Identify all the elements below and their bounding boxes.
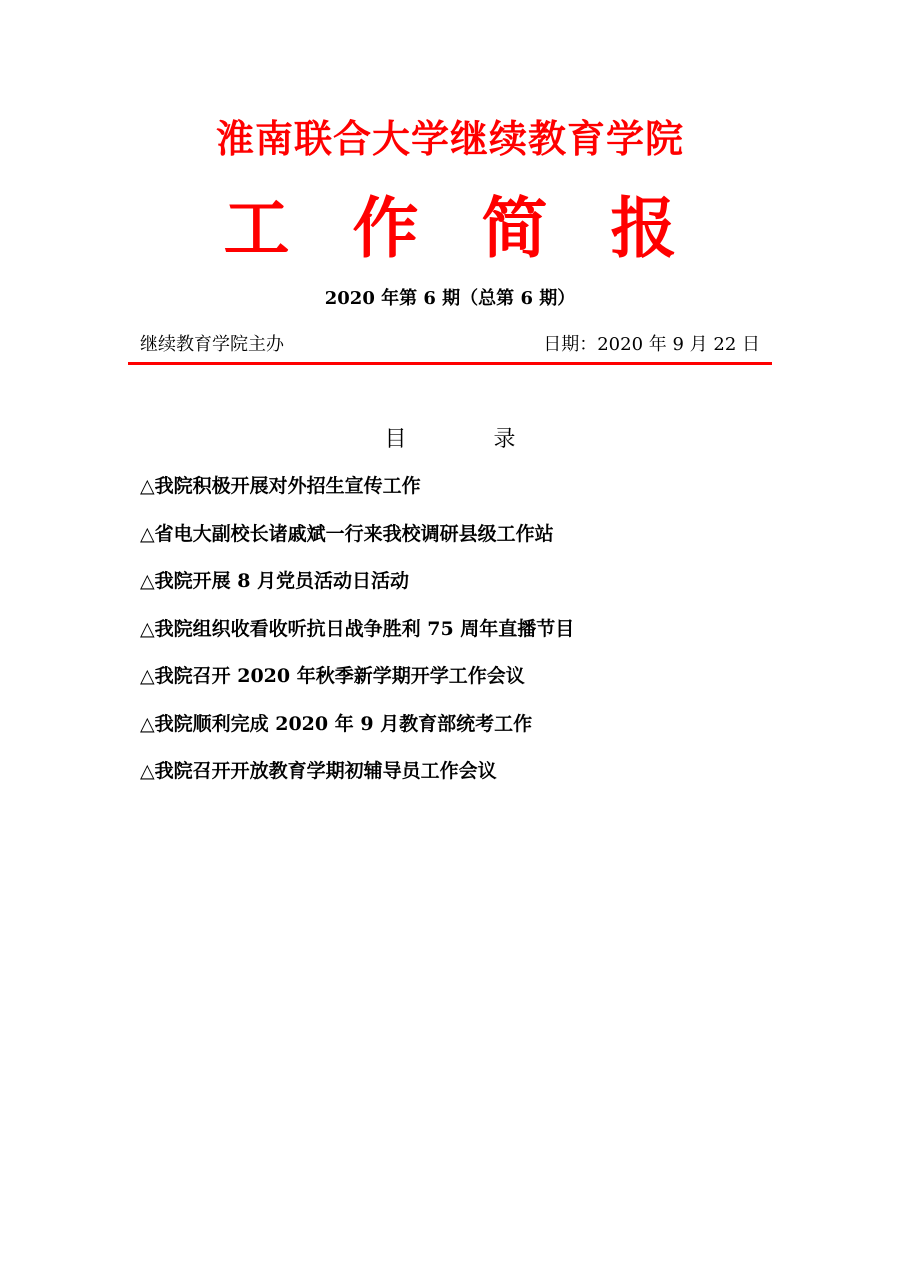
toc-heading: 目 录: [384, 427, 556, 452]
toc-item: △省电大副校长诸戚斌一行来我校调研县级工作站: [140, 522, 554, 545]
toc-item: △我院开展 8 月党员活动日活动: [140, 570, 410, 592]
issue-number: 2020 年第 6 期（总第 6 期）: [324, 288, 576, 309]
organization-title: 淮南联合大学继续教育学院: [215, 117, 684, 161]
toc-item: △我院召开 2020 年秋季新学期开学工作会议: [140, 665, 525, 687]
toc-item: △我院顺利完成 2020 年 9 月教育部统考工作: [140, 712, 533, 735]
publication-date: 日期：2020 年 9 月 22 日: [543, 334, 760, 355]
table-of-contents: [140, 468, 780, 801]
toc-item: △我院召开开放教育学期初辅导员工作会议: [140, 760, 497, 782]
toc-item: △我院积极开展对外招生宣传工作: [140, 475, 421, 497]
header-divider: [128, 362, 772, 365]
toc-item: △我院组织收看收听抗日战争胜利 75 周年直播节目: [140, 617, 575, 640]
bulletin-title: 工 作 简 报: [223, 190, 697, 267]
sponsor-label: 继续教育学院主办: [140, 334, 284, 355]
